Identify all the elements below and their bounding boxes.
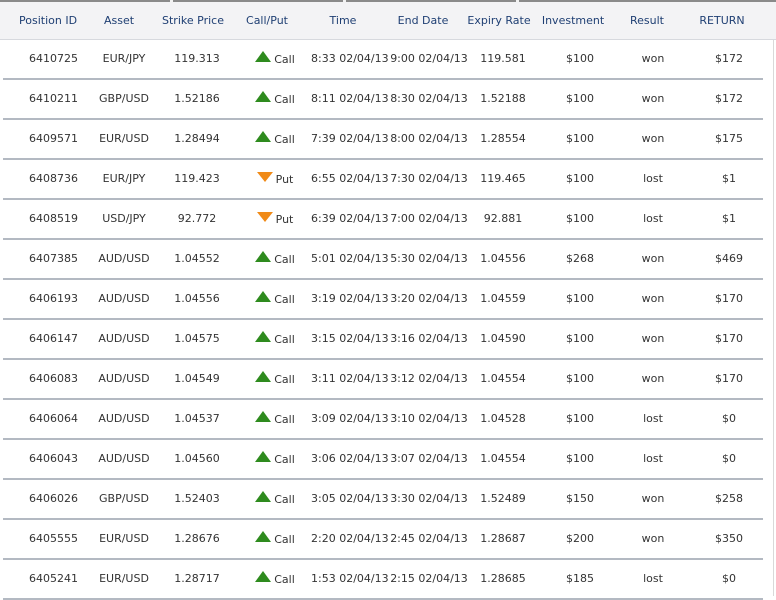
column-header-asset[interactable]: Asset — [103, 14, 135, 27]
call-put-label: Call — [274, 292, 295, 306]
cell-expiry-rate: 1.52188 — [480, 92, 526, 105]
cell-call-put — [249, 400, 301, 438]
cell-expiry-rate: 1.28554 — [480, 132, 526, 145]
cell-strike-price: 1.52186 — [174, 92, 220, 105]
cell-position-id: 6405555 — [29, 532, 78, 545]
cell-expiry-rate: 119.465 — [480, 172, 526, 185]
cell-position-id: 6406193 — [29, 292, 78, 305]
cell-result: lost — [643, 172, 663, 185]
cell-investment: $100 — [566, 452, 594, 465]
cell-expiry-rate: 1.04554 — [480, 452, 526, 465]
cell-investment: $100 — [566, 372, 594, 385]
cell-investment: $100 — [566, 52, 594, 65]
call-put-label: Put — [275, 173, 294, 186]
call-put-label: Call — [274, 252, 295, 266]
cell-return: $0 — [722, 412, 736, 425]
table-row[interactable] — [3, 40, 763, 80]
call-put-label: Call — [274, 492, 295, 506]
cell-expiry-rate: 1.28685 — [480, 572, 526, 585]
cell-investment: $100 — [566, 132, 594, 145]
cell-time: 8:33 02/04/13 — [311, 52, 389, 65]
cell-asset: EUR/USD — [99, 532, 149, 545]
cell-end-date: 8:00 02/04/13 — [390, 132, 468, 145]
cell-result: won — [641, 132, 665, 145]
call-put-indicator — [255, 281, 295, 319]
cell-time: 7:39 02/04/13 — [311, 132, 389, 145]
cell-asset: GBP/USD — [99, 92, 149, 105]
cell-expiry-rate: 119.581 — [480, 52, 526, 65]
column-header-investment[interactable]: Investment — [541, 14, 605, 27]
cell-call-put — [249, 480, 301, 518]
column-header-return[interactable]: RETURN — [699, 14, 745, 27]
cell-asset: AUD/USD — [98, 372, 150, 385]
triangle-up-icon — [255, 91, 271, 102]
cell-result: lost — [643, 412, 663, 425]
cell-asset: AUD/USD — [98, 332, 150, 345]
cell-end-date: 3:10 02/04/13 — [390, 412, 468, 425]
cell-end-date: 7:00 02/04/13 — [390, 212, 468, 225]
call-put-indicator — [257, 161, 294, 199]
call-put-label: Call — [274, 532, 295, 546]
triangle-up-icon — [255, 251, 271, 262]
cell-strike-price: 1.28717 — [174, 572, 220, 585]
triangle-up-icon — [255, 51, 271, 62]
cell-strike-price: 1.04537 — [174, 412, 220, 425]
triangle-up-icon — [255, 331, 271, 342]
cell-end-date: 8:30 02/04/13 — [390, 92, 468, 105]
cell-call-put — [249, 120, 301, 158]
cell-call-put — [249, 520, 301, 558]
cell-strike-price: 119.423 — [174, 172, 220, 185]
call-put-label: Call — [274, 132, 295, 146]
cell-position-id: 6408736 — [29, 172, 78, 185]
table-row[interactable] — [3, 360, 763, 400]
cell-position-id: 6410725 — [29, 52, 78, 65]
cell-time: 2:20 02/04/13 — [311, 532, 389, 545]
cell-result: lost — [643, 452, 663, 465]
triangle-up-icon — [255, 371, 271, 382]
cell-expiry-rate: 1.04528 — [480, 412, 526, 425]
cell-time: 3:11 02/04/13 — [311, 372, 389, 385]
cell-result: won — [641, 532, 665, 545]
cell-investment: $185 — [566, 572, 594, 585]
call-put-label: Call — [274, 452, 295, 466]
cell-strike-price: 1.04556 — [174, 292, 220, 305]
cell-call-put — [249, 160, 301, 198]
cell-time: 3:19 02/04/13 — [311, 292, 389, 305]
cell-time: 1:53 02/04/13 — [311, 572, 389, 585]
cell-return: $175 — [715, 132, 743, 145]
cell-end-date: 3:30 02/04/13 — [390, 492, 468, 505]
cell-asset: EUR/USD — [99, 572, 149, 585]
table-row[interactable] — [3, 520, 763, 560]
cell-time: 6:55 02/04/13 — [311, 172, 389, 185]
cell-strike-price: 1.52403 — [174, 492, 220, 505]
call-put-indicator — [255, 241, 295, 279]
cell-return: $0 — [722, 452, 736, 465]
cell-return: $1 — [722, 172, 736, 185]
cell-return: $170 — [715, 292, 743, 305]
cell-investment: $268 — [566, 252, 594, 265]
cell-return: $172 — [715, 92, 743, 105]
cell-call-put — [249, 440, 301, 478]
cell-return: $170 — [715, 332, 743, 345]
cell-end-date: 5:30 02/04/13 — [390, 252, 468, 265]
cell-expiry-rate: 1.04556 — [480, 252, 526, 265]
column-header-position-id[interactable]: Position ID — [19, 14, 78, 27]
cell-call-put — [249, 240, 301, 278]
cell-expiry-rate: 1.52489 — [480, 492, 526, 505]
cell-call-put — [249, 560, 301, 598]
cell-return: $0 — [722, 572, 736, 585]
cell-investment: $100 — [566, 332, 594, 345]
cell-end-date: 3:07 02/04/13 — [390, 452, 468, 465]
cell-position-id: 6410211 — [29, 92, 78, 105]
cell-position-id: 6409571 — [29, 132, 78, 145]
call-put-indicator — [255, 41, 295, 79]
cell-position-id: 6406064 — [29, 412, 78, 425]
cell-investment: $200 — [566, 532, 594, 545]
call-put-indicator — [255, 401, 295, 439]
triangle-up-icon — [255, 411, 271, 422]
call-put-indicator — [255, 321, 295, 359]
cell-result: won — [641, 92, 665, 105]
cell-strike-price: 1.04560 — [174, 452, 220, 465]
cell-position-id: 6405241 — [29, 572, 78, 585]
call-put-label: Put — [275, 213, 294, 226]
table-row[interactable] — [3, 240, 763, 280]
cell-investment: $100 — [566, 212, 594, 225]
triangle-up-icon — [255, 451, 271, 462]
table-row[interactable] — [3, 480, 763, 520]
call-put-label: Call — [274, 52, 295, 66]
triangle-up-icon — [255, 131, 271, 142]
cell-asset: AUD/USD — [98, 412, 150, 425]
cell-asset: GBP/USD — [99, 492, 149, 505]
cell-time: 3:09 02/04/13 — [311, 412, 389, 425]
call-put-indicator — [255, 121, 295, 159]
cell-investment: $150 — [566, 492, 594, 505]
cell-asset: AUD/USD — [98, 252, 150, 265]
cell-result: won — [641, 292, 665, 305]
column-header-strike-price[interactable]: Strike Price — [162, 14, 224, 27]
call-put-indicator — [255, 521, 295, 559]
cell-end-date: 9:00 02/04/13 — [390, 52, 468, 65]
table-row[interactable] — [3, 560, 763, 600]
cell-return: $258 — [715, 492, 743, 505]
cell-expiry-rate: 1.28687 — [480, 532, 526, 545]
cell-time: 3:05 02/04/13 — [311, 492, 389, 505]
cell-time: 8:11 02/04/13 — [311, 92, 389, 105]
table-row[interactable] — [3, 320, 763, 360]
table-row[interactable] — [3, 80, 763, 120]
cell-position-id: 6408519 — [29, 212, 78, 225]
triangle-up-icon — [255, 291, 271, 302]
cell-strike-price: 1.04575 — [174, 332, 220, 345]
cell-result: won — [641, 252, 665, 265]
call-put-label: Call — [274, 332, 295, 346]
cell-strike-price: 119.313 — [174, 52, 220, 65]
cell-return: $469 — [715, 252, 743, 265]
cell-result: won — [641, 372, 665, 385]
call-put-indicator — [257, 201, 294, 239]
cell-asset: EUR/JPY — [102, 52, 146, 65]
cell-end-date: 3:20 02/04/13 — [390, 292, 468, 305]
cell-expiry-rate: 92.881 — [483, 212, 523, 225]
cell-result: won — [641, 492, 665, 505]
cell-call-put — [249, 80, 301, 118]
call-put-indicator — [255, 561, 295, 599]
cell-position-id: 6406083 — [29, 372, 78, 385]
cell-asset: EUR/JPY — [102, 172, 146, 185]
cell-investment: $100 — [566, 412, 594, 425]
table-row[interactable] — [3, 200, 763, 240]
column-header-result[interactable]: Result — [630, 14, 664, 27]
cell-investment: $100 — [566, 292, 594, 305]
triangle-down-icon — [257, 172, 273, 182]
cell-call-put — [249, 360, 301, 398]
cell-result: won — [641, 332, 665, 345]
cell-asset: USD/JPY — [102, 212, 146, 225]
column-header-time[interactable]: Time — [329, 14, 357, 27]
cell-strike-price: 1.04549 — [174, 372, 220, 385]
cell-call-put — [249, 200, 301, 238]
table-row[interactable] — [3, 400, 763, 440]
call-put-indicator — [255, 361, 295, 399]
cell-call-put — [249, 280, 301, 318]
cell-result: won — [641, 52, 665, 65]
table-row[interactable] — [3, 120, 763, 160]
table-header — [0, 2, 776, 40]
column-header-call-put[interactable]: Call/Put — [246, 14, 288, 27]
cell-expiry-rate: 1.04554 — [480, 372, 526, 385]
call-put-label: Call — [274, 572, 295, 586]
call-put-label: Call — [274, 92, 295, 106]
positions-table-body — [0, 40, 776, 596]
cell-strike-price: 1.28676 — [174, 532, 220, 545]
cell-expiry-rate: 1.04590 — [480, 332, 526, 345]
cell-call-put — [249, 40, 301, 78]
cell-return: $350 — [715, 532, 743, 545]
table-row[interactable] — [3, 440, 763, 480]
cell-asset: AUD/USD — [98, 452, 150, 465]
triangle-down-icon — [257, 212, 273, 222]
call-put-label: Call — [274, 412, 295, 426]
cell-asset: EUR/USD — [99, 132, 149, 145]
table-right-border — [773, 40, 774, 596]
cell-end-date: 3:16 02/04/13 — [390, 332, 468, 345]
cell-return: $172 — [715, 52, 743, 65]
cell-position-id: 6406043 — [29, 452, 78, 465]
cell-strike-price: 92.772 — [177, 212, 217, 225]
table-row[interactable] — [3, 160, 763, 200]
cell-time: 3:15 02/04/13 — [311, 332, 389, 345]
cell-time: 5:01 02/04/13 — [311, 252, 389, 265]
cell-time: 3:06 02/04/13 — [311, 452, 389, 465]
cell-call-put — [249, 320, 301, 358]
cell-position-id: 6407385 — [29, 252, 78, 265]
cell-return: $170 — [715, 372, 743, 385]
cell-strike-price: 1.04552 — [174, 252, 220, 265]
triangle-up-icon — [255, 491, 271, 502]
cell-result: lost — [643, 572, 663, 585]
cell-end-date: 7:30 02/04/13 — [390, 172, 468, 185]
call-put-label: Call — [274, 372, 295, 386]
call-put-indicator — [255, 441, 295, 479]
cell-strike-price: 1.28494 — [174, 132, 220, 145]
triangle-up-icon — [255, 531, 271, 542]
cell-end-date: 2:45 02/04/13 — [390, 532, 468, 545]
triangle-up-icon — [255, 571, 271, 582]
call-put-indicator — [255, 481, 295, 519]
cell-return: $1 — [722, 212, 736, 225]
cell-position-id: 6406026 — [29, 492, 78, 505]
cell-position-id: 6406147 — [29, 332, 78, 345]
call-put-indicator — [255, 81, 295, 119]
cell-end-date: 3:12 02/04/13 — [390, 372, 468, 385]
cell-investment: $100 — [566, 172, 594, 185]
cell-asset: AUD/USD — [98, 292, 150, 305]
column-header-expiry-rate[interactable]: Expiry Rate — [467, 14, 531, 27]
cell-time: 6:39 02/04/13 — [311, 212, 389, 225]
cell-end-date: 2:15 02/04/13 — [390, 572, 468, 585]
cell-result: lost — [643, 212, 663, 225]
column-header-end-date[interactable]: End Date — [397, 14, 449, 27]
table-row[interactable] — [3, 280, 763, 320]
cell-expiry-rate: 1.04559 — [480, 292, 526, 305]
cell-investment: $100 — [566, 92, 594, 105]
